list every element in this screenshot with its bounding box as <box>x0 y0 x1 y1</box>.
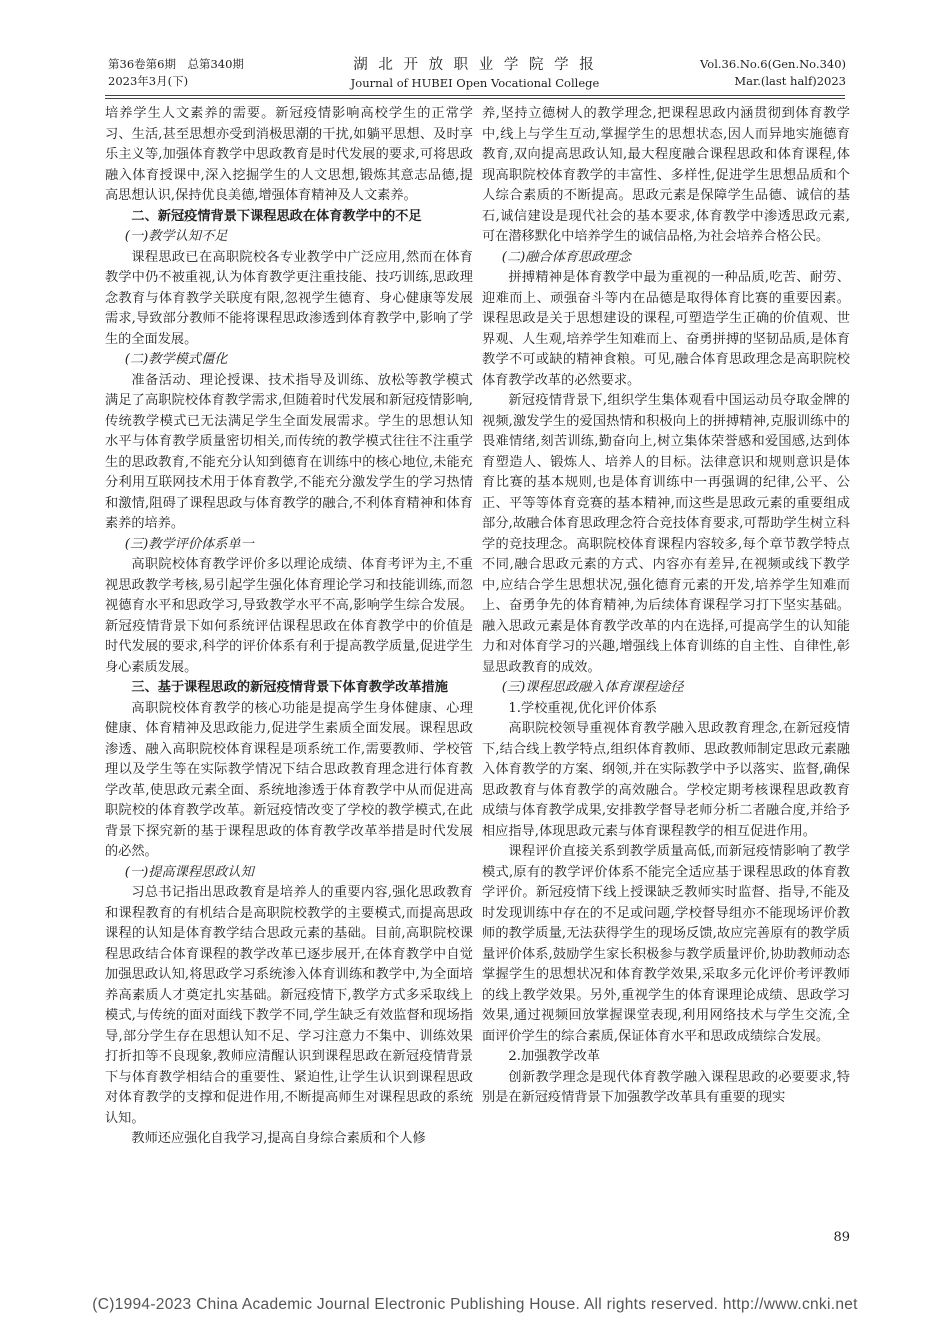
copyright-footer: (C)1994-2023 China Academic Journal Electronic Publishing House. All rights reserved. http://www.cnki.net <box>92 1296 858 1313</box>
paragraph: 拼搏精神是体育教学中最为重视的一种品质,吃苦、耐劳、迎难而上、顽强奋斗等内在品德是取得体育比赛的重要因素。课程思政是关于思想建设的课程,可塑造学生正确的价值观、世界观、人生观,培养学生知难而上、奋勇拼搏的坚韧品质,是体育教学不可或缺的精神食粮。可见,融合体育思政理念是高职院校体育教学改革的必然要求。 <box>482 270 850 388</box>
section-heading: 二、新冠疫情背景下课程思政在体育教学中的不足 <box>131 208 422 224</box>
volume-number-en: Vol.36.No.6(Gen.No.340) <box>700 57 846 71</box>
numbered-subheading: 2.加强教学改革 <box>508 1049 601 1064</box>
continued-paragraph: 培养学生人文素养的需要。新冠疫情影响高校学生的正常学习、生活,甚至思想亦受到消极思潮的干扰,如躺平思想、及时享乐主义等,加强体育教学中思政教育是时代发展的要求,可将思政融入体育授课中,深入挖掘学生的人文思想,锻炼其意志品德,提高思想认识,保持优良美德,增强体育精神及人文素养。 <box>105 106 473 203</box>
journal-title-en: Journal of HUBEI Open Vocational College <box>350 76 600 90</box>
subsection-heading: (二)教学模式僵化 <box>124 352 228 367</box>
paragraph: 高职院校体育教学的核心功能是提高学生身体健康、心理健康、体育精神及思政能力,促进学生素质全面发展。课程思政渗透、融入高职院校体育课程是项系统工作,需要教师、学校管理以及学生等在实际教学情况下结合思政教育理念进行体育教学改革,使思政元素全面、系统地渗透于体育教学中从而促进高职院校的体育教学改革。新冠疫情改变了学校的教学模式,在此背景下探究新的基于课程思政的体育教学改革举措是时代发展的必然。 <box>105 700 473 859</box>
paragraph: 高职院校体育教学评价多以理论成绩、体育考评为主,不重视思政教学考核,易引起学生强化体育理论学习和技能训练,而忽视德育水平和思政学习,导致教学水平不高,影响学生综合发展。新冠疫情背景下如何系统评估课程思政在体育教学中的价值是时代发展的要求,科学的评价体系有利于提高教学质量,促进学生身心素质发展。 <box>105 557 473 675</box>
numbered-subheading: 1.学校重视,优化评价体系 <box>508 700 658 716</box>
journal-title-cn: 湖 北 开 放 职 业 学 院 学 报 <box>353 57 597 73</box>
volume-date-en: Mar.(last half)2023 <box>734 74 846 88</box>
paragraph: 课程思政已在高职院校各专业教学中广泛应用,然而在体育教学中仍不被重视,认为体育教学更注重技能、技巧训练,思政理念教育与体育教学关联度有限,忽视学生德育、身心健康等发展需求,导致部分教师不能将课程思政渗透到体育教学中,影响了学生的全面发展。 <box>105 249 473 347</box>
subsection-heading: (一)教学认知不足 <box>124 229 228 244</box>
subsection-heading: (一)提高课程思政认知 <box>124 864 254 880</box>
paragraph: 习总书记指出思政教育是培养人的重要内容,强化思政教育和课程教育的有机结合是高职院校教学的主要模式,而提高思政课程的认知是体育教学结合思政元素的基础。目前,高职院校课程思政结合体育课程的教学改革已逐步展开,在体育教学中自觉加强思政认知,将思政学习系统渗入体育训练和教学中,为全面培养高素质人才奠定扎实基础。新冠疫情下,教学方式多采取线上模式,与传统的面对面线下教学不同,学生缺乏有效监督和现场指导,部分学生存在思想认知不足、学习注意力不集中、训练效果打折扣等不良现象,教师应清醒认识到课程思政在新冠疫情背景下与体育教学相结合的重要性、紧迫性,让学生认识到课程思政对体育教学的支撑和促进作用,不断提高师生对课程思政的系统认知。 <box>105 885 473 1126</box>
paragraph: 准备活动、理论授课、技术指导及训练、放松等教学模式满足了高职院校体育教学需求,但随着时代发展和新冠疫情影响,传统教学模式已无法满足学生全面发展需求。学生的思想认知水平与体育教学质量密切相关,而传统的教学模式往往不注重学生的思政教育,不能充分认知到德育在训练中的核心地位,未能充分利用互联网技术用于体育教学,不能充分激发学生的学习热情和激情,阻碍了课程思政与体育教学的融合,不利体育精神和体育素养的培养。 <box>105 372 473 531</box>
paragraph: 创新教学理念是现代体育教学融入课程思政的必要要求,特别是在新冠疫情背景下加强教学改革具有重要的现实 <box>482 1069 850 1105</box>
issue-date: 2023年3月(下) <box>108 74 189 88</box>
header-rule-bottom <box>105 98 845 99</box>
subsection-heading: (三)教学评价体系单一 <box>124 536 254 552</box>
continued-paragraph: 养,坚持立德树人的教学理念,把课程思政内涵贯彻到体育教学中,线上与学生互动,掌握学生的思想状态,因人而异地实施德育教育,双向提高思政认知,最大程度融合课程思政和体育课程,体现高职院校体育教学的丰富性、多样性,促进学生思想品质和个人综合素质的不断提高。思政元素是保障学生品德、诚信的基石,诚信建设是现代社会的基本要求,体育教学中渗透思政元素,可在潜移默化中培养学生的诚信品格,为社会培养合格公民。 <box>482 106 850 244</box>
right-text-column <box>482 104 850 1109</box>
subsection-heading: (二)融合体育思政理念 <box>501 249 631 265</box>
header-rule-top <box>105 95 845 96</box>
issue-volume: 第36卷第6期 总第340期 <box>108 57 244 71</box>
page-number: 89 <box>833 1230 850 1245</box>
paragraph: 新冠疫情背景下,组织学生集体观看中国运动员夺取金牌的视频,激发学生的爱国热情和积极向上的拼搏精神,克服训练中的畏难情绪,刻苦训练,勤奋向上,树立集体荣誉感和爱国感,达到体育塑造人、锻炼人、培养人的目标。法律意识和规则意识是体育比赛的基本规则,也是体育训练中一再强调的纪律,公平、公正、平等等体育竞赛的基本精神,而这些是思政元素的重要组成部分,故融合体育思政理念符合竞技体育要求,可帮助学生树立科学的竞技理念。高职院校体育课程内容较多,每个章节教学特点不同,融合思政元素的方式、内容亦有差异,在视频或线下教学中,应结合学生思想状况,强化德育元素的开发,培养学生知难而上、奋勇争先的体育精神,为后续体育课程学习打下坚实基础。融入思政元素是体育教学改革的内在选择,可提高学生的认知能力和对体育学习的兴趣,增强线上体育训练的自主性、自律性,彰显思政教育的成效。 <box>482 393 850 675</box>
subsection-heading: (三)课程思政融入体育课程途径 <box>501 680 684 695</box>
section-heading: 三、基于课程思政的新冠疫情背景下体育教学改革措施 <box>131 680 448 695</box>
journal-volume-en <box>700 56 846 90</box>
left-text-column <box>105 104 473 1150</box>
paragraph: 课程评价直接关系到教学质量高低,而新冠疫情影响了教学模式,原有的教学评价体系不能完全适应基于课程思政的体育教学评价。新冠疫情下线上授课缺乏教师实时监督、指导,不能及时发现训练中存在的不足或问题,学校督导组亦不能现场评价教师的教学质量,无法获得学生的现场反馈,故应完善原有的教学质量评价体系,鼓励学生家长积极参与教学质量评价,协助教师动态掌握学生的思想状况和体育教学效果,采取多元化评价考评教师的线上教学效果。另外,重视学生的体育课理论成绩、思政学习效果,通过视频回放掌握课堂表现,利用网络技术与学生交流,全面评价学生的综合素质,保证体育水平和思政成绩综合发展。 <box>482 844 850 1044</box>
paragraph: 高职院校领导重视体育教学融入思政教育理念,在新冠疫情下,结合线上教学特点,组织体育教师、思政教师制定思政元素融入体育教学的方案、纲领,并在实际教学中予以落实、监督,确保思政教育与体育教学的高效融合。学校定期考核课程思政教育成绩与体育教学成果,安排教学督导老师分析二者融合度,并给予相应指导,体现思政元素与体育课程教学的相互促进作用。 <box>482 721 850 839</box>
paragraph: 教师还应强化自我学习,提高自身综合素质和个人修 <box>131 1131 426 1146</box>
